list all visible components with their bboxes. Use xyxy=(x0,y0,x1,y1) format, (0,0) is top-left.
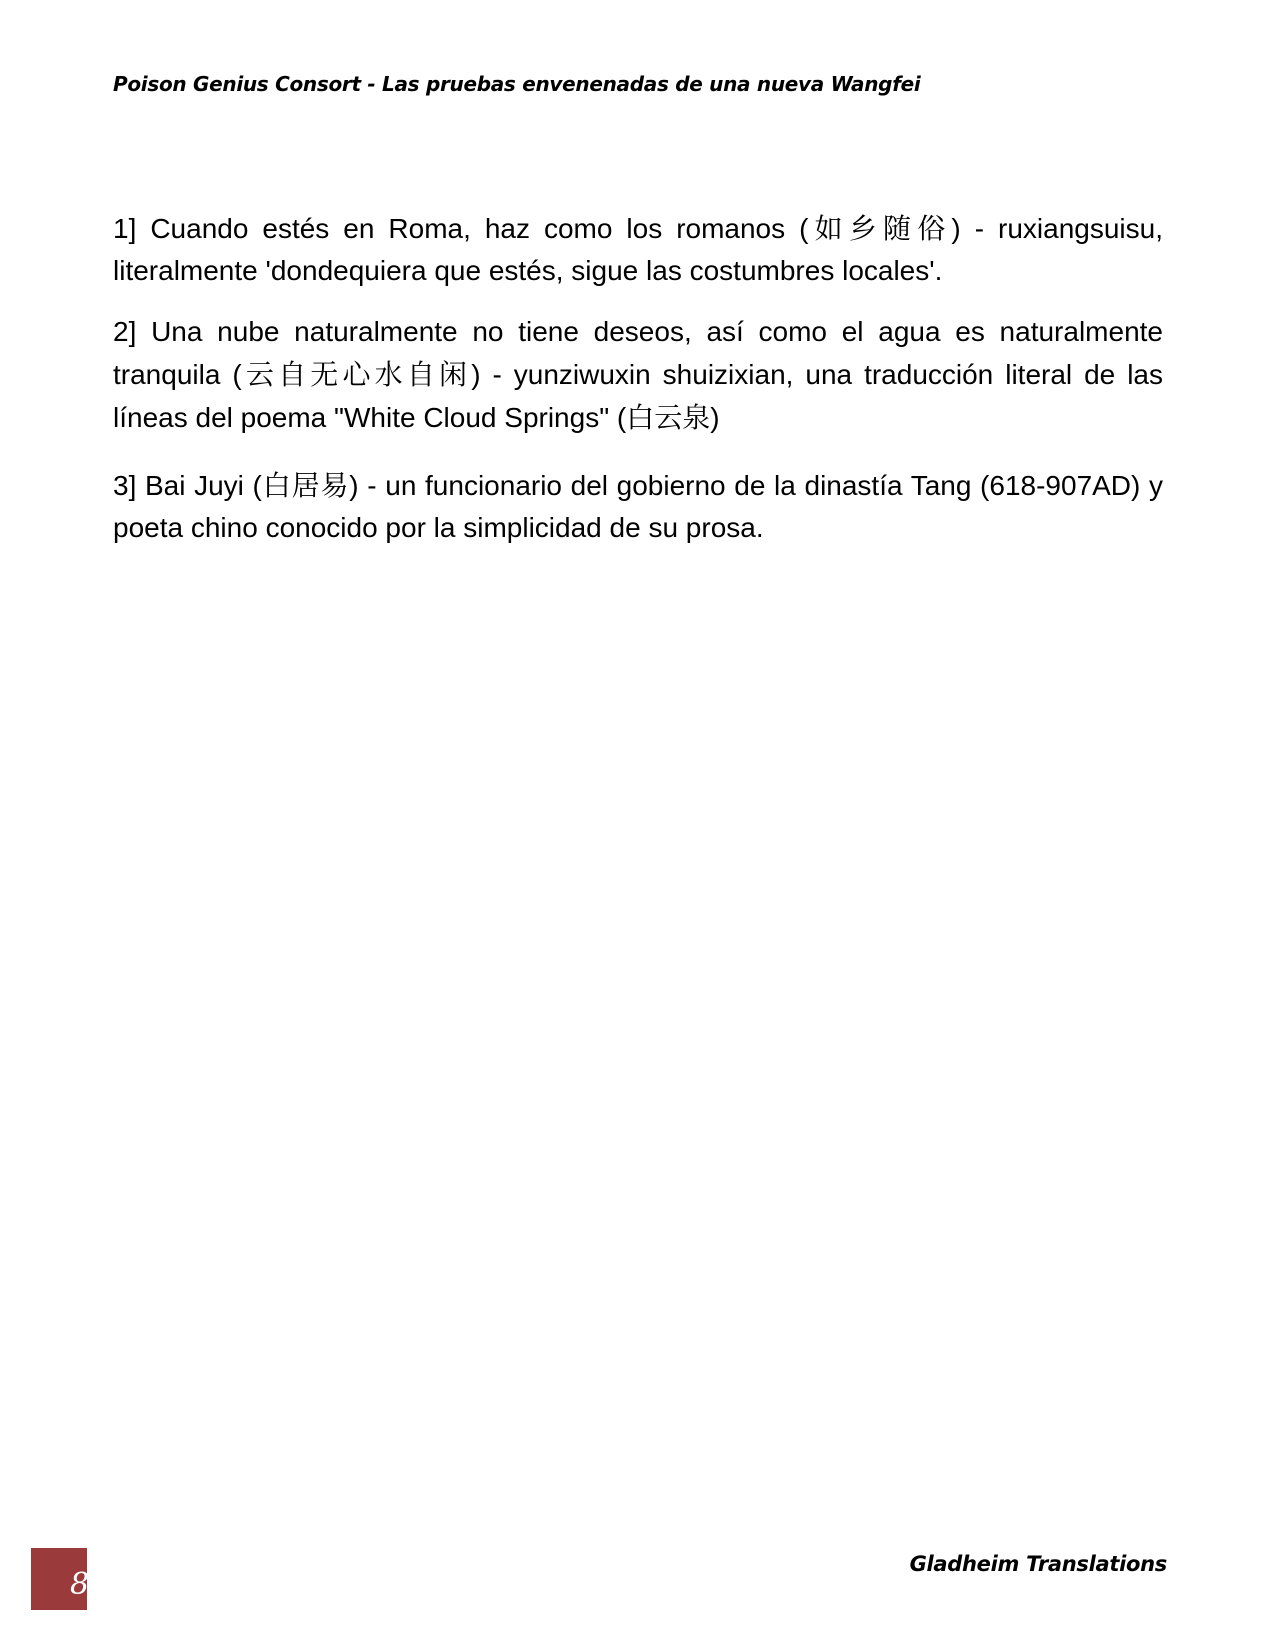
running-header-title: Poison Genius Consort - Las pruebas envenenadas de una nueva Wangfei xyxy=(113,72,921,96)
footnote-3: 3] Bai Juyi (白居易) - un funcionario del gobierno de la dinastía Tang (618-907AD) y poeta chino conocido por la simplicidad de su prosa. xyxy=(113,470,1163,543)
footer-credit: Gladheim Translations xyxy=(909,1552,1167,1576)
footnote-2: 2] Una nube naturalmente no tiene deseos, así como el agua es naturalmente tranquila (云自无心水自闲) - yunziwuxin shuizixian, una traducción literal de las líneas del poema "White Cloud Springs" (白云泉) xyxy=(113,316,1163,433)
footnote-1: 1] Cuando estés en Roma, haz como los romanos (如乡随俗) - ruxiangsuisu, literalmente 'dondequiera que estés, sigue las costumbres locales'. xyxy=(113,213,1163,286)
page-number-underline xyxy=(31,1606,87,1610)
page-number: 8 xyxy=(70,1567,90,1602)
footnotes-section xyxy=(113,208,1163,567)
